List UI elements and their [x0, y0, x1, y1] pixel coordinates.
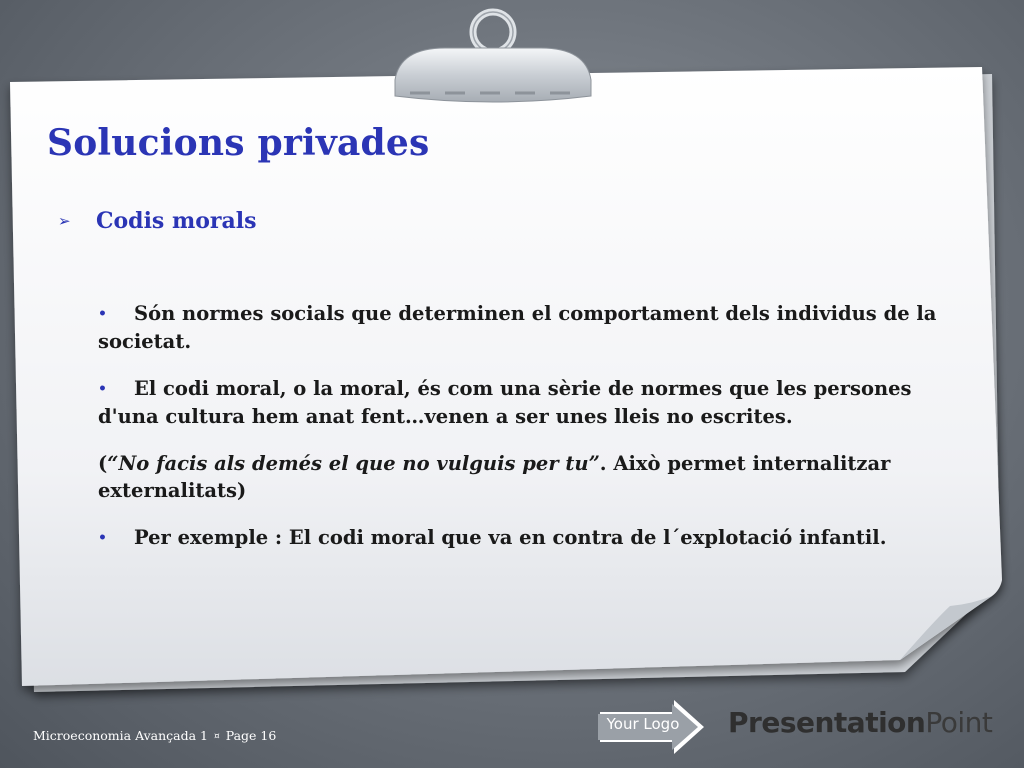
bullet-item [98, 300, 958, 355]
bullet-text: El codi moral, o la moral, és com una sèrie de normes que les persones d'una cultura hem anat fent…venen a ser unes lleis no escrites. [98, 377, 912, 428]
footer [33, 728, 276, 743]
footer-separator: ¤ [214, 732, 220, 742]
slide-title: Solucions privades [47, 122, 430, 164]
subheading-row [58, 208, 257, 234]
quote-text: “No facis als demés el que no vulguis per tu” [107, 452, 600, 475]
bullet-text: Són normes socials que determinen el comportament dels individus de la societat. [98, 302, 937, 353]
bullet-dot-icon: • [98, 530, 107, 546]
paren-note [98, 450, 958, 504]
bullet-list [98, 300, 958, 572]
bullet-item [98, 375, 958, 430]
brand-light: Point [925, 706, 993, 739]
footer-course: Microeconomia Avançada 1 [33, 728, 208, 743]
bullet-dot-icon: • [98, 306, 107, 322]
paren-open: ( [98, 452, 108, 475]
brand-bold: Presentation [728, 706, 926, 739]
bullet-item [98, 524, 958, 552]
logo-text: Your Logo [606, 715, 680, 733]
binder-clip-icon [395, 12, 591, 102]
logo-placeholder [598, 698, 708, 756]
bullet-text: Per exemple : El codi moral que va en contra de l´explotació infantil. [134, 526, 887, 549]
brand-wordmark [728, 706, 992, 739]
bullet-dot-icon: • [98, 381, 107, 397]
paren-rest: . Això permet internalitzar externalitats) [98, 452, 891, 502]
arrow-bullet-icon: ➢ [58, 212, 71, 230]
footer-page: Page 16 [225, 728, 277, 743]
subheading: Codis morals [96, 208, 257, 234]
